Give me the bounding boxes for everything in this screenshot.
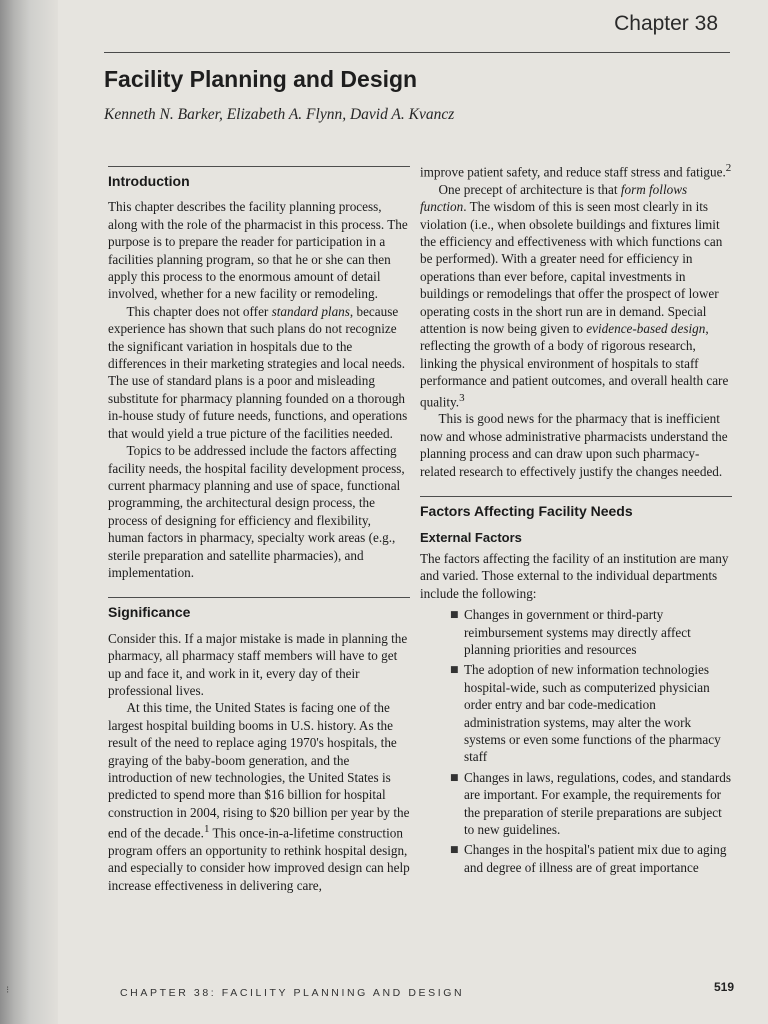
book-spine-shadow	[0, 0, 58, 1024]
right-column	[420, 160, 732, 879]
reference-marker: 2	[725, 162, 732, 174]
section-rule	[108, 166, 410, 167]
page-number: 519	[713, 980, 734, 994]
pharmacy-paragraph: This is good news for the pharmacy that is inefficient now and whose administrative pharmacists understand the planning process and can draw upon such pharmacy-related research to effectively justify the changes needed.	[420, 411, 728, 479]
continued-paragraph: improve patient safety, and reduce staff stress and fatigue.$^2$	[420, 162, 732, 180]
external-factors-subheading: External Factors	[420, 529, 522, 545]
section-rule	[108, 597, 410, 598]
square-bullet-icon: ■	[450, 610, 459, 621]
introduction-paragraph-1: This chapter describes the facility planning process, along with the role of the pharmacist in this process. The purpose is to prepare the reader for participation in a facilities planning program, so that he or she can then apply this process to the enormous amount of detail involved, whether for a new facility or remodeling.	[108, 199, 408, 302]
scan-speck: ⁝	[6, 985, 10, 996]
chapter-authors: Kenneth N. Barker, Elizabeth A. Flynn, David A. Kvancz	[104, 106, 455, 123]
header-rule	[104, 52, 730, 53]
square-bullet-icon: ■	[450, 845, 459, 856]
reference-marker: 3	[459, 391, 465, 404]
significance-heading: Significance	[108, 604, 191, 621]
list-item: ■ Changes in the hospital's patient mix due to aging and degree of illness are of great importance	[450, 842, 727, 875]
factors-intro: The factors affecting the facility of an institution are many and varied. Those external to the individual departments include the following:	[420, 550, 729, 601]
introduction-heading: Introduction	[108, 173, 190, 189]
square-bullet-icon: ■	[450, 772, 459, 783]
left-column	[108, 166, 410, 894]
introduction-paragraph-3: Topics to be addressed include the factors affecting facility needs, the hospital facility development process, current pharmacy planning and use of space, functional programming, the architectural design process, the process of designing for efficiency and flexibility, human factors in pharmacy, specialty work areas (e.g., sterile preparation and satellite pharmacies), and implementation.	[108, 443, 405, 580]
list-item: ■ Changes in laws, regulations, codes, and standards are important. For example, the requirements for the preparation of sterile preparations are subject to new guidelines.	[450, 769, 731, 837]
factors-heading: Factors Affecting Facility Needs	[420, 503, 633, 520]
significance-paragraph-1: Consider this. If a major mistake is made in planning the pharmacy, all pharmacy staff members will have to get up and face it, and work in it, every day of their professional lives.	[108, 630, 408, 698]
running-footer: CHAPTER 38: FACILITY PLANNING AND DESIGN	[120, 987, 465, 999]
list-item: ■ Changes in government or third-party reimbursement systems may directly affect planning priorities and resources	[450, 607, 691, 657]
architecture-paragraph: One precept of architecture is that form follows function. The wisdom of this is seen most clearly in its violation (i.e., when obsolete buildings and fixtures limit the efficiency and effectiveness with which functions can be performed). With a greater need for efficiency in operations than ever before, capital investments in buildings or remodelings that offer the prospect of lower operating costs in the short run are in demand. Special attention is now being given to evidence-based design, reflecting the growth of a body of rigorous research, linking the physical environment of hospitals to staff performance and patient outcomes, and overall health care quality.$^3$	[420, 181, 729, 410]
square-bullet-icon: ■	[450, 665, 459, 676]
section-rule	[420, 496, 732, 497]
chapter-label: Chapter 38	[614, 12, 718, 35]
list-item: ■ The adoption of new information technologies hospital-wide, such as computerized physician order entry and bar code-medication administration systems, may alter the work systems or even some functions of the pharmacy staff	[450, 662, 721, 765]
significance-paragraph-2: At this time, the United States is facing one of the largest hospital building booms in U.S. history. As the result of the need to replace aging 1970's hospitals, the graying of the baby-boom generation, and the introduction of new technologies, the United States is predicted to spend more than $16 billion for hospital construction in 2004, rising to $20 billion per year by the end of the decade.$^1$ This once-in-a-lifetime construction program offers an opportunity to rethink hospital design, and especially to consider how improved design can help increase effectiveness in delivering care,	[108, 700, 410, 893]
factors-list	[420, 606, 732, 876]
chapter-title: Facility Planning and Design	[104, 66, 418, 92]
reference-marker: 1	[203, 823, 210, 836]
introduction-paragraph-2: This chapter does not offer standard plans, because experience has shown that such plans do not recognize the significant variation in hospitals due to the differences in their marketing strategies and local needs. The use of standard plans is a poor and misleading substitute for pharmacy planning founded on a thorough in-house study of future needs, functions, and operations that would yield a true picture of the facilities needed.	[108, 303, 408, 441]
